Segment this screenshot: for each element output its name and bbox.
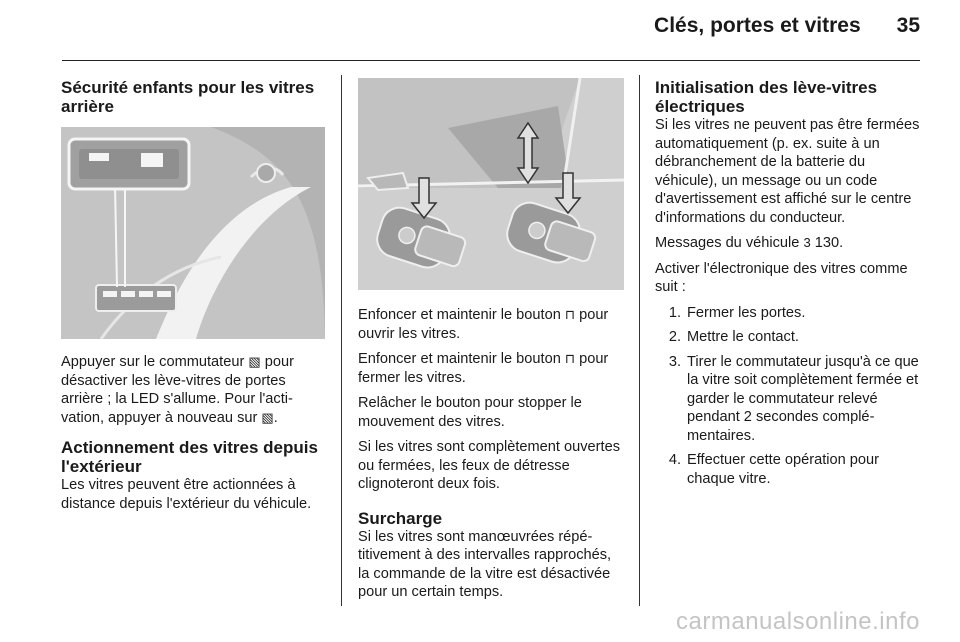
column-divider-2 bbox=[639, 75, 640, 606]
door-switch-drawing bbox=[61, 127, 325, 339]
text-segment: pour ouvrir les vitres. bbox=[358, 307, 609, 342]
list-item bbox=[655, 353, 927, 446]
paragraph-release-button: Relâcher le bouton pour stopper le mouvement des vitres. bbox=[358, 395, 582, 430]
step-number: 4. bbox=[668, 452, 681, 468]
text-segment: pour fermer les vitres. bbox=[358, 351, 609, 386]
column-right bbox=[655, 78, 927, 494]
paragraph-vehicle-messages bbox=[655, 234, 927, 253]
step-text: Effectuer cette opération pour chaque vitre. bbox=[687, 452, 880, 487]
section-heading-exterior-operation: Actionnement des vitres depuis l'extérieur bbox=[61, 438, 318, 476]
step-text: Mettre le contact. bbox=[687, 329, 799, 345]
column-divider-1 bbox=[341, 75, 342, 606]
site-watermark: carmanualsonline.info bbox=[676, 608, 920, 635]
paragraph-open-windows bbox=[358, 306, 624, 343]
steps-list bbox=[655, 304, 927, 489]
section-heading-child-safety: Sécurité enfants pour les vitres arrière bbox=[61, 78, 315, 116]
text-segment: Appuyer sur le commutateur bbox=[61, 354, 249, 370]
text-segment: Enfoncer et maintenir le bouton bbox=[358, 351, 565, 367]
column-left bbox=[61, 78, 325, 520]
child-lock-icon: ▧ bbox=[248, 354, 261, 369]
paragraph-close-windows bbox=[358, 350, 624, 387]
step-number: 2. bbox=[668, 329, 681, 345]
unlock-icon: ⊓ bbox=[564, 307, 576, 322]
door-switch-illustration bbox=[61, 127, 325, 339]
text-segment: 130. bbox=[810, 235, 844, 251]
header-divider bbox=[62, 60, 920, 61]
lock-icon: ⊓ bbox=[564, 351, 576, 366]
key-remote-drawing bbox=[358, 78, 624, 290]
column-middle bbox=[358, 78, 624, 609]
step-number: 1. bbox=[668, 304, 681, 321]
text-segment: Enfoncer et maintenir le bouton bbox=[358, 307, 565, 323]
paragraph-activate-electronics: Activer l'électronique des vitres comme suit : bbox=[655, 260, 908, 295]
page-header bbox=[654, 14, 920, 38]
paragraph-exterior-operation: Les vitres peuvent être actionnées à distance depuis l'extérieur du véhicule. bbox=[61, 477, 312, 512]
child-lock-icon: ▧ bbox=[261, 409, 274, 425]
list-item bbox=[655, 304, 927, 323]
paragraph-child-safety bbox=[61, 353, 325, 427]
page-number: 35 bbox=[896, 14, 920, 37]
page-reference-icon: 3 bbox=[803, 235, 811, 250]
step-number: 3. bbox=[668, 353, 681, 370]
step-text: Tirer le commutateur jusqu'à ce que la vitre soit complètement fermée et garder le commutateur relevé pendant 2 secondes complémentaires. bbox=[687, 353, 919, 444]
paragraph-overload: Si les vitres sont manœuvrées répétitivement à des intervalles rapprochés, la commande de la vitre est désactivée pour un certain temps. bbox=[358, 528, 612, 600]
paragraph-hazard-lights: Si les vitres sont complètement ouvertes ou fermées, les feux de détresse clignoteront deux fois. bbox=[358, 439, 620, 492]
key-remote-illustration bbox=[358, 78, 624, 290]
text-segment: . bbox=[273, 409, 278, 426]
text-segment: Messages du véhicule bbox=[655, 235, 804, 251]
section-heading-initialisation: Initialisation des lève-vitres électriques bbox=[655, 78, 878, 116]
paragraph-initialisation-intro: Si les vitres ne peuvent pas être fermées automatiquement (p. ex. suite à un débranchement de la batterie du véhicule), un message ou un code d'avertissement est affiché sur le centre d'informations du conducteur. bbox=[655, 117, 920, 226]
section-heading-overload: Surcharge bbox=[358, 508, 443, 528]
text-segment: pour désactiver les lève-vitres de portes arrière ; la LED s'allume. Pour l'activation, appuyer à nouveau sur bbox=[61, 354, 294, 426]
page-title: Clés, portes et vitres bbox=[654, 14, 861, 37]
step-text: Fermer les portes. bbox=[687, 304, 806, 321]
list-item bbox=[655, 451, 927, 488]
list-item bbox=[655, 328, 927, 347]
